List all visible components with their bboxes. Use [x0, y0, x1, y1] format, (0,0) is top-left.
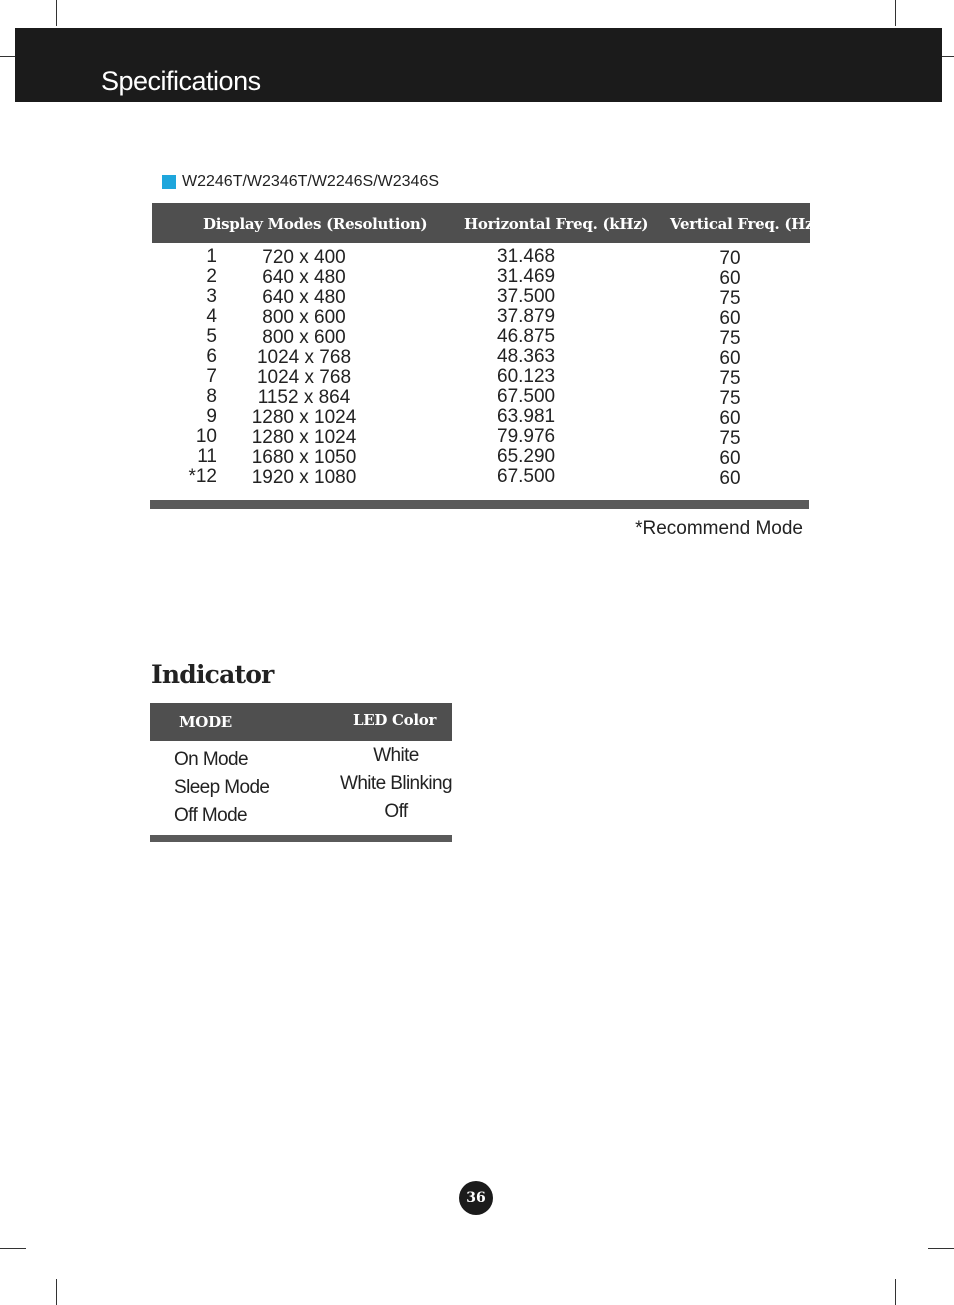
- indicator-led-column: [335, 742, 457, 826]
- crop-mark: [895, 1279, 896, 1305]
- model-bullet-square: [162, 175, 176, 189]
- mode-number-cell: 2: [206, 266, 217, 287]
- mode-number-cell: 5: [206, 326, 217, 347]
- vertical-freq-cell: 75: [719, 428, 741, 449]
- horizontal-freq-cell: 46.875: [497, 326, 556, 347]
- crop-mark: [928, 1248, 954, 1249]
- column-header-hfreq: Horizontal Freq. (kHz): [464, 215, 649, 233]
- column-header-mode: MODE: [179, 713, 232, 731]
- horizontal-freq-cell: 67.500: [497, 386, 556, 407]
- model-heading: [162, 172, 439, 192]
- indicator-mode-cell: Off Mode: [174, 805, 247, 826]
- mode-number-cell: 9: [206, 406, 217, 427]
- indicator-mode-cell: Sleep Mode: [174, 777, 270, 798]
- mode-number-cell: 10: [195, 426, 217, 447]
- vertical-freq-cell: 75: [719, 388, 741, 409]
- vertical-freq-cell: 60: [719, 348, 741, 369]
- resolution-cell: 640 x 480: [262, 267, 346, 288]
- resolution-cell: 1280 x 1024: [251, 427, 357, 448]
- resolution-cell: 1280 x 1024: [251, 407, 357, 428]
- crop-mark: [56, 0, 57, 26]
- indicator-mode-cell: On Mode: [174, 749, 248, 770]
- mode-number-cell: 7: [206, 366, 217, 387]
- indicator-led-cell: White Blinking: [340, 773, 452, 794]
- crop-mark: [895, 0, 896, 26]
- resolution-cell: 1024 x 768: [256, 347, 352, 368]
- mode-number-cell: 6: [206, 346, 217, 367]
- horizontal-freq-cell: 48.363: [497, 346, 556, 367]
- resolution-cell: 640 x 480: [262, 287, 346, 308]
- horizontal-freq-cell: 31.468: [497, 246, 556, 267]
- crop-mark: [0, 1248, 26, 1249]
- resolution-cell: 800 x 600: [262, 307, 346, 328]
- mode-number-cell: 1: [206, 246, 217, 267]
- indicator-led-cell: Off: [384, 801, 408, 822]
- mode-number-cell: 4: [206, 306, 217, 327]
- horizontal-freq-cell: 79.976: [497, 426, 556, 447]
- vertical-freq-cell: 75: [719, 328, 741, 349]
- vertical-freq-cell: 75: [719, 288, 741, 309]
- horizontal-freq-cell: 65.290: [497, 446, 556, 467]
- modes-table-header: [152, 203, 821, 243]
- model-label: W2246T/W2346T/W2246S/W2346S: [182, 173, 440, 190]
- horizontal-freq-cell: 37.500: [497, 286, 556, 307]
- vertical-freq-cell: 60: [719, 308, 741, 329]
- vertical-freq-cell: 60: [719, 408, 741, 429]
- indicator-mode-column: [174, 746, 269, 830]
- horizontal-freq-cell: 67.500: [497, 466, 556, 487]
- vertical-freq-cell: 60: [719, 448, 741, 469]
- mode-number-cell: 11: [197, 446, 217, 467]
- resolution-cell: 1920 x 1080: [251, 467, 357, 488]
- horizontal-freq-cell: 37.879: [497, 306, 556, 327]
- page-number: 36: [459, 1181, 493, 1215]
- indicator-title: Indicator: [151, 660, 274, 689]
- column-header-resolution: Display Modes (Resolution): [203, 215, 428, 233]
- indicator-led-cell: White: [373, 745, 419, 766]
- mode-number-cell: 3: [206, 286, 217, 307]
- horizontal-freq-cell: 31.469: [497, 266, 556, 287]
- vertical-freq-cell: 60: [719, 468, 741, 489]
- horizontal-freq-column: [497, 247, 587, 487]
- mode-number-cell: *12: [188, 466, 217, 487]
- vertical-freq-cell: 60: [719, 268, 741, 289]
- vertical-freq-cell: 70: [719, 248, 741, 269]
- crop-mark: [56, 1279, 57, 1305]
- page-title: Specifications: [101, 66, 261, 96]
- vertical-freq-column: [700, 249, 760, 489]
- vertical-freq-cell: 75: [719, 368, 741, 389]
- resolution-cell: 720 x 400: [262, 247, 346, 268]
- resolution-cell: 1024 x 768: [256, 367, 352, 388]
- mode-number-cell: 8: [206, 386, 217, 407]
- resolution-column: [240, 248, 368, 488]
- indicator-table-bottom-rule: [150, 835, 452, 842]
- resolution-cell: 1680 x 1050: [251, 447, 357, 468]
- modes-table-bottom-rule: [150, 500, 809, 509]
- horizontal-freq-cell: 60.123: [497, 366, 556, 387]
- resolution-cell: 1152 x 864: [257, 387, 351, 408]
- recommend-mode-footnote: *Recommend Mode: [635, 518, 803, 539]
- resolution-cell: 800 x 600: [262, 327, 346, 348]
- indicator-table-header: [150, 703, 452, 741]
- column-header-vfreq: Vertical Freq. (Hz): [670, 215, 821, 233]
- horizontal-freq-cell: 63.981: [497, 406, 556, 427]
- column-header-led-color: LED Color: [353, 711, 437, 729]
- mode-number-column: [160, 247, 217, 487]
